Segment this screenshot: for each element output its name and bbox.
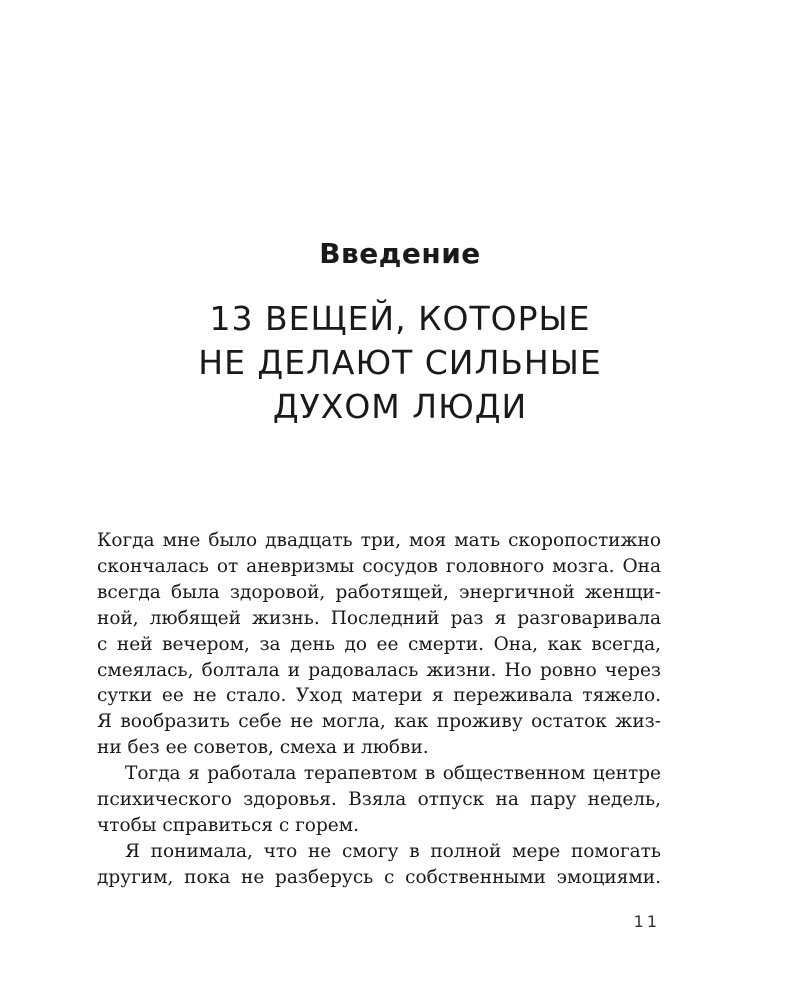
body-text: [97, 528, 661, 891]
text-line: Когда мне было двадцать три, моя мать скоропостижно: [97, 530, 661, 551]
chapter-title-line: 13 ВЕЩЕЙ, КОТОРЫЕ: [209, 299, 591, 338]
text-line: психического здоровья. Взяла отпуск на пару недель,: [97, 789, 661, 811]
text-line: скончалась от аневризмы сосудов головного мозга. Она: [97, 555, 661, 577]
page-number: 11: [633, 912, 660, 931]
text-line: другим, пока не разберусь с собственными эмоциями.: [97, 866, 661, 888]
paragraph: [97, 528, 661, 761]
text-line: с ней вечером, за день до ее смерти. Она, как всегда,: [97, 633, 661, 655]
text-line: чтобы справиться с горем.: [97, 814, 360, 836]
chapter-title-line: ДУХОМ ЛЮДИ: [272, 387, 528, 426]
paragraph: [97, 839, 661, 891]
text-line: всегда была здоровой, работящей, энергичной женщи-: [97, 581, 661, 603]
text-line: сутки ее не стало. Уход матери я переживала тяжело.: [97, 685, 661, 707]
text-line: Я вообразить себе не могла, как проживу остаток жиз-: [97, 711, 661, 733]
text-line: Тогда я работала терапевтом в общественном центре: [125, 763, 661, 785]
text-line: ной, любящей жизнь. Последний раз я разговаривала: [97, 607, 661, 629]
chapter-title: [0, 297, 800, 429]
text-line: ни без ее советов, смеха и любви.: [97, 737, 429, 759]
chapter-title-line: НЕ ДЕЛАЮТ СИЛЬНЫЕ: [198, 343, 602, 382]
chapter-label: Введение: [319, 237, 481, 270]
text-line: смеялась, болтала и радовалась жизни. Но ровно через: [97, 659, 661, 681]
text-line: Я понимала, что не смогу в полной мере помогать: [125, 840, 661, 862]
paragraph: [97, 761, 661, 839]
